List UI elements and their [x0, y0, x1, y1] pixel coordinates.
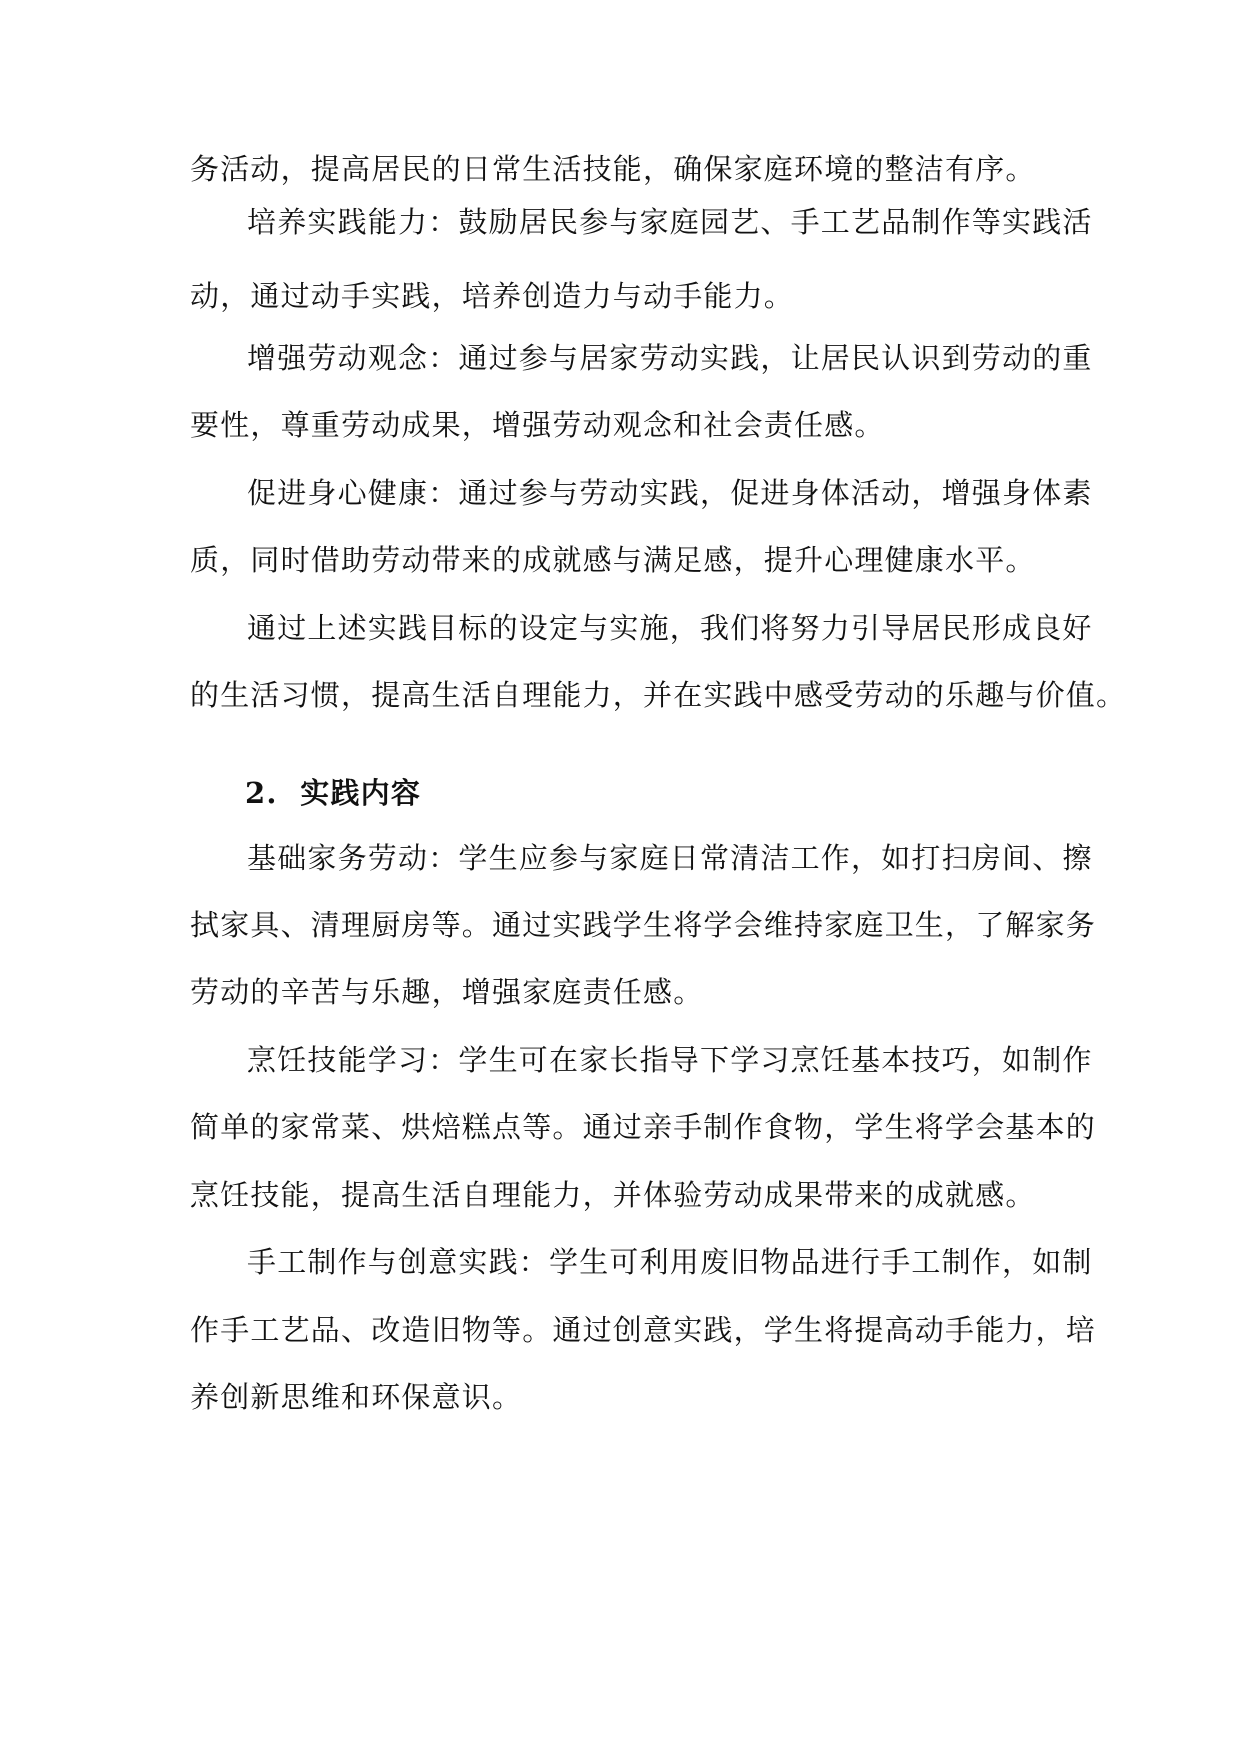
paragraph-line: 质，同时借助劳动带来的成就感与满足感，提升心理健康水平。: [190, 543, 1036, 577]
paragraph-line: 手工制作与创意实践：学生可利用废旧物品进行手工制作，如制: [247, 1245, 1093, 1279]
paragraph-line: 作手工艺品、改造旧物等。通过创意实践，学生将提高动手能力，培: [190, 1313, 1097, 1347]
paragraph-line: 通过上述实践目标的设定与实施，我们将努力引导居民形成良好: [247, 611, 1093, 645]
paragraph-line: 养创新思维和环保意识。: [190, 1380, 523, 1414]
paragraph-line: 务活动，提高居民的日常生活技能，确保家庭环境的整洁有序。: [190, 152, 1036, 186]
section-heading: [245, 773, 421, 813]
paragraph-line: 促进身心健康：通过参与劳动实践，促进身体活动，增强身体素: [247, 476, 1093, 510]
paragraph-line: 简单的家常菜、烘焙糕点等。通过亲手制作食物，学生将学会基本的: [190, 1110, 1097, 1144]
paragraph-line: 培养实践能力：鼓励居民参与家庭园艺、手工艺品制作等实践活: [247, 205, 1093, 239]
paragraph-line: 要性，尊重劳动成果，增强劳动观念和社会责任感。: [190, 408, 885, 442]
paragraph-line: 基础家务劳动：学生应参与家庭日常清洁工作，如打扫房间、擦: [247, 841, 1093, 875]
paragraph-line: 的生活习惯，提高生活自理能力，并在实践中感受劳动的乐趣与价值。: [190, 678, 1127, 712]
section-number: 2.: [245, 776, 278, 810]
paragraph-line: 劳动的辛苦与乐趣，增强家庭责任感。: [190, 975, 704, 1009]
section-title: 实践内容: [300, 776, 422, 810]
paragraph-line: 动，通过动手实践，培养创造力与动手能力。: [190, 279, 795, 313]
paragraph-line: 烹饪技能学习：学生可在家长指导下学习烹饪基本技巧，如制作: [247, 1043, 1093, 1077]
paragraph-line: 增强劳动观念：通过参与居家劳动实践，让居民认识到劳动的重: [247, 341, 1093, 375]
paragraph-line: 烹饪技能，提高生活自理能力，并体验劳动成果带来的成就感。: [190, 1178, 1036, 1212]
paragraph-line: 拭家具、清理厨房等。通过实践学生将学会维持家庭卫生，了解家务: [190, 908, 1097, 942]
